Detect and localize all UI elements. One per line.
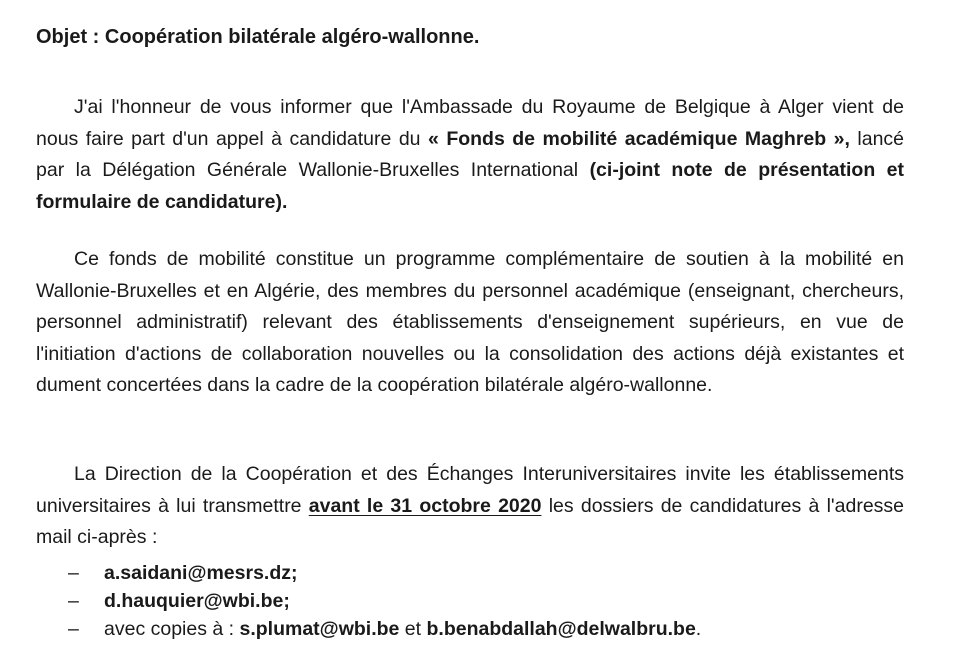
list-item [68,559,701,587]
list-dash: – [68,618,79,640]
list-item [68,615,701,643]
fund-name: « Fonds de mobilité académique Maghreb », [428,127,850,150]
deadline: avant le 31 octobre 2020 [308,494,542,517]
announcement-text-1: J'ai l'honneur de vous informer que l'Ambassade du Royaume de Belgique à Alger vient de nous faire part d'un appel à candidature du [36,96,904,150]
email-link-benabdallah[interactable]: b.benabdallah@delwalbru.be [426,618,696,640]
email-link-hauquier[interactable]: d.hauquier@wbi.be; [104,590,290,612]
subject-label: Objet : [36,26,100,48]
subject-text: Coopération bilatérale algéro-wallonne. [104,26,480,48]
email-link-plumat[interactable]: s.plumat@wbi.be [239,618,400,640]
announcement-text-2: lancé par la Délégation Générale Wallonie-Bruxelles International [36,127,905,181]
copies-prefix: avec copies à : [104,618,235,640]
paragraph-instructions [36,459,904,554]
email-link-saidani[interactable]: a.saidani@mesrs.dz; [104,562,298,584]
paragraph-description [36,244,904,402]
paragraph-announcement [36,92,904,218]
instructions-text-1: La Direction de la Coopération et des Échanges Interuniversitaires invite les établissements universitaires à lui transmettre [36,463,904,517]
description-text: Ce fonds de mobilité constitue un programme complémentaire de soutien à la mobilité en Wallonie-Bruxelles et en Algérie, des membres du personnel académique (enseignant, chercheurs, personnel administratif) relevant des établissements d'enseignement supérieurs, en vue de l'initiation d'actions de collaboration nouvelles ou la consolidation des actions déjà existantes et dument concertées dans la cadre de la coopération bilatérale algéro-wallonne. [36,248,904,396]
subject-line [36,26,479,49]
attachment-note: (ci-joint note de présentation et formulaire de candidature). [36,159,905,213]
list-dash: – [68,590,79,612]
list-end: . [695,618,702,640]
instructions-text-2: les dossiers de candidatures à l'adresse mail ci-après : [36,494,905,548]
contact-list [68,559,701,643]
list-item [68,587,701,615]
conjunction: et [404,618,422,640]
list-dash: – [68,562,79,584]
